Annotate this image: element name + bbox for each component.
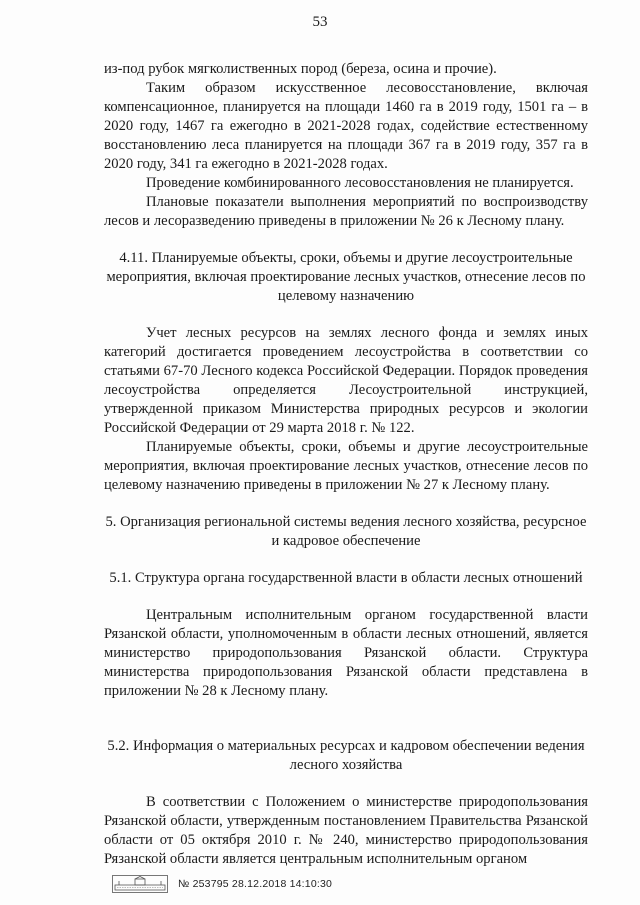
document-footer (112, 872, 332, 896)
regional-emblem-stamp-icon (112, 875, 168, 893)
section-heading-5-1: 5.1. Структура органа государственной власти в области лесных отношений (109, 570, 583, 586)
section-heading-5-2: 5.2. Информация о материальных ресурсах и кадровом обеспечении ведения лесного хозяйства (107, 738, 585, 773)
page-number: 53 (312, 14, 328, 30)
paragraph: Проведение комбинированного лесовосстановления не планируется. (146, 175, 574, 191)
paragraph: Таким образом искусственное лесовосстановление, включая компенсационное, планируется на площади 1460 га в 2019 году, 1501 га – в 2020 году, 1467 га ежегодно в 2021-2028 годах, содействие естественному восстановлению леса планируется на площади 367 га в 2019 году, 357 га в 2020 году, 341 га ежегодно в 2021-2028 годах. (104, 80, 588, 172)
section-heading-4-11: 4.11. Планируемые объекты, сроки, объемы и другие лесоустроительные мероприятия, включая проектирование лесных участков, отнесение лесов по целевому назначению (106, 250, 586, 304)
document-body (104, 60, 588, 869)
paragraph: Планируемые объекты, сроки, объемы и другие лесоустроительные мероприятия, включая проектирование лесных участков, отнесение лесов по целевому назначению приведены в приложении № 27 к Лесному плану. (104, 439, 588, 493)
paragraph: Учет лесных ресурсов на землях лесного фонда и землях иных категорий достигается проведением лесоустройства в соответствии со статьями 67-70 Лесного кодекса Российской Федерации. Порядок проведения лесоустройства определяется Лесоустроительной инструкцией, утвержденной приказом Министерства природных ресурсов и экологии Российской Федерации от 29 марта 2018 г. № 122. (104, 325, 588, 436)
document-registration-number: № 253795 28.12.2018 14:10:30 (178, 878, 333, 890)
paragraph: Центральным исполнительным органом государственной власти Рязанской области, уполномоченным в области лесных отношений, является министерство природопользования Рязанской области. Структура министерства природопользования Рязанской области представлена в приложении № 28 к Лесному плану. (104, 607, 588, 699)
paragraph: В соответствии с Положением о министерстве природопользования Рязанской области, утвержденным постановлением Правительства Рязанской области от 05 октября 2010 г. № 240, министерство природопользования Рязанской области является центральным исполнительным органом (104, 794, 588, 867)
section-heading-5: 5. Организация региональной системы ведения лесного хозяйства, ресурсное и кадровое обеспечение (105, 514, 587, 549)
paragraph: Плановые показатели выполнения мероприятий по воспроизводству лесов и лесоразведению приведены в приложении № 26 к Лесному плану. (104, 194, 588, 229)
paragraph: из-под рубок мягколиственных пород (береза, осина и прочие). (104, 61, 497, 77)
